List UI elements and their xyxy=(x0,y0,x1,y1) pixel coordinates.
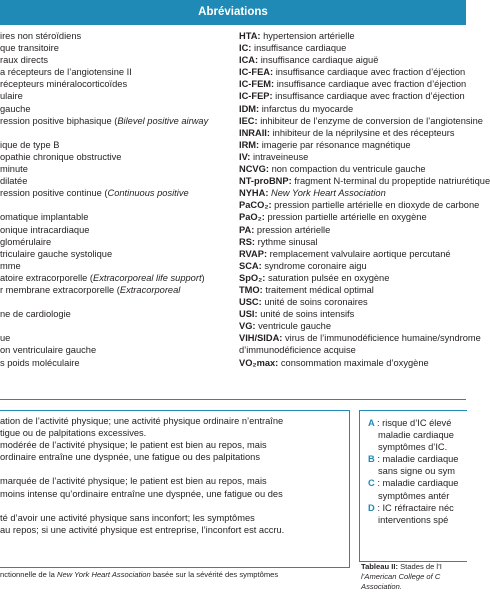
abbreviation-row xyxy=(239,42,466,54)
abbreviation-definition-left: triculaire gauche systolique xyxy=(0,248,113,259)
stage-line: C : maladie cardiaque xyxy=(368,478,459,489)
stage-line: A : risque d’IC élevé xyxy=(368,418,452,428)
abbreviation-row xyxy=(239,66,466,78)
stages-caption-bold: Tableau II: xyxy=(361,562,398,571)
abbreviation-term: USC: xyxy=(239,297,262,308)
abbreviation-row xyxy=(239,272,466,284)
abbreviation-definition: insuffisance cardiaque xyxy=(254,43,347,54)
abbreviation-definition-left xyxy=(0,127,230,139)
abbreviation-definition: insuffisance cardiaque aiguë xyxy=(260,55,379,66)
abbreviation-definition: unité de soins coronaires xyxy=(264,297,368,308)
abbreviation-definition-left: raux directs xyxy=(0,55,49,66)
abbreviation-definition: inhibiteur de la néprilysine et des récepteurs xyxy=(272,127,455,138)
abbreviation-term: IV: xyxy=(239,151,251,162)
nyha-line: ordinaire entraîne une dyspnée, une fatigue ou des palpitations xyxy=(0,452,260,463)
abbreviation-row xyxy=(239,224,466,236)
abbreviation-definition: non compaction du ventricule gauche xyxy=(271,164,426,175)
abbreviation-term: PaO₂: xyxy=(239,212,265,223)
abbreviation-definition: pression partielle artérielle en dioxyde de carbone xyxy=(274,200,480,211)
abbreviation-definition-left: mme xyxy=(0,260,21,271)
nyha-line: tigue ou de palpitations excessives. xyxy=(0,428,147,439)
abbreviation-definition: insuffisance cardiaque avec fraction d’éjection xyxy=(275,91,465,102)
abbreviation-row xyxy=(239,260,466,272)
abbreviation-definition-left: minute xyxy=(0,164,28,175)
stages-caption-line2: l’American College of C xyxy=(361,572,441,581)
abbreviation-term: RVAP: xyxy=(239,248,268,259)
abbreviation-term: NYHA: xyxy=(239,188,269,199)
abbreviation-term: IC: xyxy=(239,43,252,54)
abbreviations-right-column xyxy=(239,30,490,369)
abbreviation-row xyxy=(239,320,466,332)
nyha-caption-suffix: basée sur la sévérité des symptômes xyxy=(150,570,279,579)
abbreviation-definition-left xyxy=(0,199,230,211)
abbreviation-term: INRAII: xyxy=(239,127,270,138)
abbreviation-definition-left: s poids moléculaire xyxy=(0,357,80,368)
abbreviation-definition-left: atoire extracorporelle (Extracorporeal life support) xyxy=(0,272,205,283)
stage-label: A xyxy=(368,418,377,428)
abbreviation-term: SpO₂: xyxy=(239,272,266,283)
abbreviation-definition: pression partielle artérielle en oxygène xyxy=(267,212,427,223)
abbreviation-definition-left: opathie chronique obstructive xyxy=(0,151,122,162)
abbreviation-definition: remplacement valvulaire aortique percutané xyxy=(269,248,451,259)
stage-label: B xyxy=(368,454,378,465)
abbreviation-definition-left: glomérulaire xyxy=(0,236,52,247)
abbreviation-definition: virus de l’immunodéficience humaine/syndrome xyxy=(284,333,481,344)
abbreviation-row xyxy=(239,115,483,127)
abbreviation-row xyxy=(239,151,466,163)
nyha-class-descriptions xyxy=(0,415,284,536)
abbreviation-row xyxy=(239,30,466,42)
abbreviation-definition-left: a récepteurs de l’angiotensine II xyxy=(0,67,132,78)
stage-line: D : IC réfractaire néc xyxy=(368,502,454,513)
abbreviation-definition-left xyxy=(0,296,230,308)
stage-label: D xyxy=(368,502,378,513)
abbreviation-term: HTA: xyxy=(239,31,261,41)
abbreviation-definition: unité de soins intensifs xyxy=(260,309,355,320)
abbreviation-definition-left: dilatée xyxy=(0,176,28,187)
abbreviation-term: USI: xyxy=(239,309,258,320)
abbreviation-term: ICA: xyxy=(239,55,259,66)
abbreviation-term: RS: xyxy=(239,236,256,247)
abbreviation-row xyxy=(239,211,466,223)
abbreviation-row xyxy=(239,332,481,344)
abbreviation-row xyxy=(239,199,480,211)
stage-line: interventions spé xyxy=(378,514,449,525)
nyha-line xyxy=(0,500,284,512)
abbreviation-term: PaCO₂: xyxy=(239,200,272,211)
abbreviation-term: VG: xyxy=(239,321,256,332)
abbreviation-term: SCA: xyxy=(239,260,262,271)
abbreviation-definition-left: gauche xyxy=(0,103,31,114)
abbreviation-row xyxy=(239,308,466,320)
acc-aha-stages-table xyxy=(359,410,467,562)
nyha-caption-italic: New York Heart Association xyxy=(57,570,151,579)
abbreviation-row xyxy=(239,187,466,199)
abbreviation-term: IC-FEA: xyxy=(239,67,274,78)
abbreviation-definition-left: que transitoire xyxy=(0,43,59,54)
stage-label: C xyxy=(368,478,378,489)
abbreviation-definition-left: omatique implantable xyxy=(0,212,89,223)
abbreviation-term: TMO: xyxy=(239,284,263,295)
abbreviation-term: IRM: xyxy=(239,139,260,150)
abbreviation-definition: syndrome coronaire aigu xyxy=(264,260,367,271)
abbreviation-definition: fragment N-terminal du propeptide natriurétique xyxy=(294,176,490,187)
abbreviation-term: IDM: xyxy=(239,103,260,114)
abbreviation-definition: ventricule gauche xyxy=(258,321,331,332)
stages-caption-line3: Association. xyxy=(361,582,402,591)
abbreviation-definition-left: ique de type B xyxy=(0,139,60,150)
abbreviation-term: VO₂max: xyxy=(239,357,279,368)
abbreviation-term: PA: xyxy=(239,224,255,235)
abbreviation-term: IC-FEM: xyxy=(239,79,275,90)
abbreviation-definition: saturation pulsée en oxygène xyxy=(267,272,390,283)
abbreviation-definition-left xyxy=(0,320,230,332)
abbreviation-definition: insuffisance cardiaque avec fraction d’éjection xyxy=(276,79,467,90)
abbreviation-definition: inhibiteur de l’enzyme de conversion de l’angiotensine xyxy=(260,115,483,126)
abbreviation-row xyxy=(239,90,466,102)
nyha-line: ation de l’activité physique; une activité physique ordinaire n’entraîne xyxy=(0,416,284,426)
abbreviation-definition: pression artérielle xyxy=(256,224,331,235)
abbreviation-definition: insuffisance cardiaque avec fraction d’éjection xyxy=(275,67,466,78)
abbreviation-definition-left: ne de cardiologie xyxy=(0,309,71,320)
abbreviation-definition-left: récepteurs minéralocorticoïdes xyxy=(0,79,128,90)
nyha-line xyxy=(0,463,284,475)
abbreviation-term: NCVG: xyxy=(239,164,269,175)
nyha-caption-prefix: nctionnelle de la xyxy=(0,570,57,579)
stage-line: symptômes antér xyxy=(378,490,450,501)
stage-descriptions xyxy=(368,417,458,526)
abbreviations-left-column xyxy=(0,30,230,369)
abbreviation-row xyxy=(239,103,466,115)
abbreviation-row xyxy=(239,175,490,187)
nyha-line: té d’avoir une activité physique sans inconfort; les symptômes xyxy=(0,512,255,523)
abbreviations-title: Abréviations xyxy=(0,0,466,25)
nyha-line: au repos; si une activité physique est entreprise, l’inconfort est accru. xyxy=(0,524,285,535)
nyha-classification-table xyxy=(0,410,350,568)
abbreviation-definition-left: ue xyxy=(0,333,11,344)
abbreviation-definition: hypertension artérielle xyxy=(263,31,355,41)
abbreviation-row xyxy=(239,139,466,151)
abbreviation-row xyxy=(239,296,466,308)
abbreviation-definition-left: on ventriculaire gauche xyxy=(0,345,97,356)
stages-table-caption xyxy=(361,562,466,592)
abbreviation-row xyxy=(239,248,466,260)
abbreviation-definition-left: ression positive continue (Continuous positive xyxy=(0,188,189,199)
abbreviation-term: IC-FEP: xyxy=(239,91,273,102)
abbreviation-row xyxy=(239,127,466,139)
stage-line: symptômes d’IC. xyxy=(378,442,448,453)
stage-line: maladie cardiaque xyxy=(378,430,454,441)
abbreviation-term: IEC: xyxy=(239,115,258,126)
abbreviation-row xyxy=(239,54,466,66)
abbreviation-definition-left: ulaire xyxy=(0,91,23,102)
abbreviation-row xyxy=(239,78,466,90)
nyha-line: marquée de l’activité physique; le patient est bien au repos, mais xyxy=(0,476,267,487)
abbreviation-row xyxy=(239,357,466,369)
abbreviation-row xyxy=(239,284,466,296)
stage-line: B : maladie cardiaque xyxy=(368,454,459,465)
abbreviation-term: NT-proBNP: xyxy=(239,176,292,187)
abbreviation-definition-left: r membrane extracorporelle (Extracorporeal xyxy=(0,284,181,295)
abbreviation-definition-left: ression positive biphasique (Bilevel positive airway xyxy=(0,115,209,126)
stage-line: sans signe ou sym xyxy=(378,466,455,477)
abbreviation-definition: traitement médical optimal xyxy=(265,284,374,295)
abbreviation-row xyxy=(239,344,466,356)
nyha-line: moins intense qu’ordinaire entraîne une dyspnée, une fatigue ou des xyxy=(0,488,283,499)
abbreviation-definition: New York Heart Association xyxy=(271,188,386,199)
abbreviation-definition: intraveineuse xyxy=(252,151,309,162)
nyha-line: modérée de l’activité physique; le patient est bien au repos, mais xyxy=(0,440,267,451)
abbreviation-row xyxy=(239,163,466,175)
abbreviation-row xyxy=(239,236,466,248)
abbreviation-definition: rythme sinusal xyxy=(257,236,318,247)
abbreviation-definition: d’immunodéficience acquise xyxy=(239,345,356,356)
nyha-table-caption xyxy=(0,570,278,580)
abbreviation-definition-left: onique intracardiaque xyxy=(0,224,90,235)
abbreviation-term: VIH/SIDA: xyxy=(239,333,283,344)
abbreviation-definition-left: ires non stéroïdiens xyxy=(0,31,82,41)
abbreviation-definition: infarctus du myocarde xyxy=(261,103,354,114)
abbreviation-definition: imagerie par résonance magnétique xyxy=(261,139,411,150)
stages-caption-line1: Stades de l’I xyxy=(398,562,442,571)
abbreviation-definition: consommation maximale d’oxygène xyxy=(280,357,429,368)
